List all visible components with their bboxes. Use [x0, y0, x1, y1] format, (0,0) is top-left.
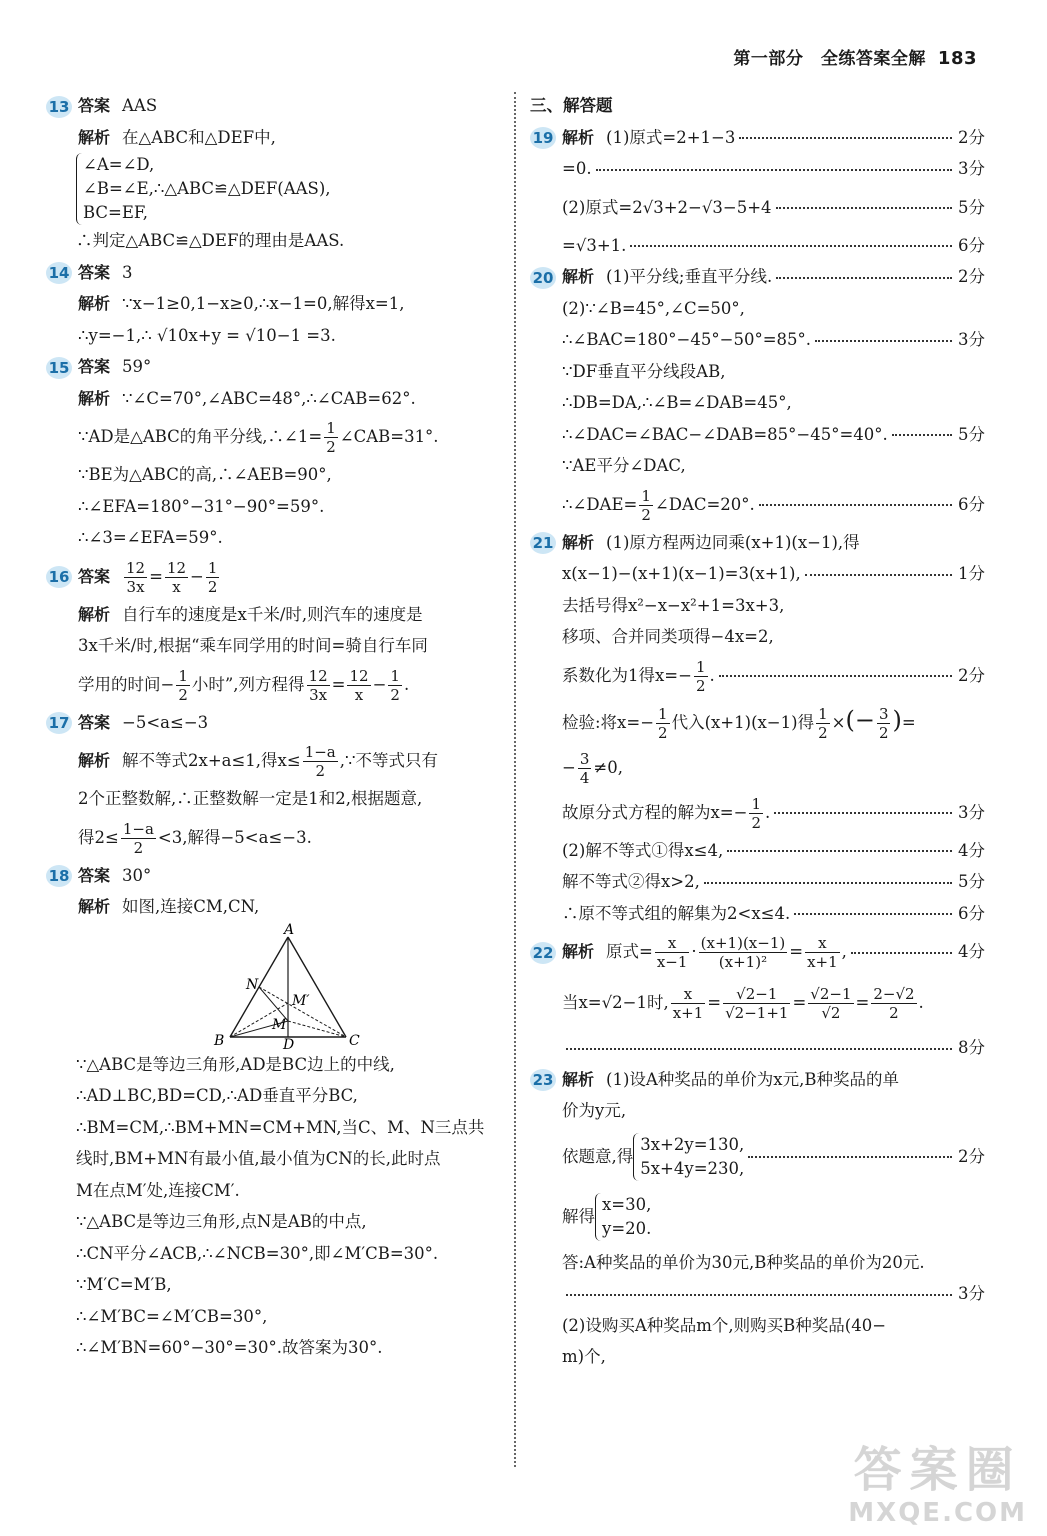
dot-leader — [739, 137, 952, 139]
fraction: $\frac{√2-1}{√2-1+1}$ — [725, 985, 789, 1022]
side-ac — [288, 937, 346, 1037]
question-number-badge: 22 — [530, 942, 556, 964]
dot-leader — [748, 1156, 952, 1158]
fraction: $\frac{x}{x+1}$ — [807, 934, 838, 971]
question-number-badge: 14 — [46, 262, 72, 284]
fraction: $\frac{1}{2}$ — [178, 666, 188, 704]
score: 4分 — [954, 835, 985, 867]
q18-answer: 18 答案 30° — [46, 860, 504, 892]
question-number-badge: 23 — [530, 1069, 556, 1091]
dot-leader — [727, 850, 952, 852]
score: 1分 — [954, 558, 985, 590]
score: 5分 — [954, 419, 985, 451]
label-a: A — [284, 922, 295, 938]
fraction: $\frac{1}{2}$ — [326, 419, 336, 456]
q23-line5: 答:A种奖品的单价为30元,B种奖品的单价为20元. — [562, 1252, 925, 1272]
q19-line2: =0. 3分 — [530, 153, 985, 185]
q15-line5: ∴∠3=∠EFA=59°. — [78, 528, 223, 547]
q14-line2: ∴y=−1,∴ √10x+y = √10−1 =3. — [78, 325, 336, 345]
q18-line7: ∵△ABC是等边三角形,点N是AB的中点, — [76, 1212, 367, 1231]
score: 2分 — [954, 122, 985, 154]
q18-line3: ∴AD⊥BC,BD=CD,∴AD垂直平分BC, — [76, 1086, 358, 1105]
fraction: $\frac{12}{x}$ — [166, 558, 187, 596]
score: 2分 — [954, 1127, 985, 1187]
q18-line10: ∴∠M′BC=∠M′CB=30°, — [76, 1306, 268, 1326]
q13-brace-system — [46, 153, 504, 225]
score: 2分 — [954, 261, 985, 293]
score: 5分 — [954, 185, 985, 230]
q20-line5: ∴DB=DA,∴∠B=∠DAB=45°, — [562, 393, 792, 412]
dot-leader — [794, 913, 952, 915]
question-number-badge: 19 — [530, 127, 556, 149]
q18-line4: ∴BM=CM,∴BM+MN=CM+MN,当C、M、N三点共 — [76, 1117, 485, 1137]
fraction: $\frac{3}{4}$ — [579, 749, 590, 787]
q21-line5: 系数化为1得x=− $\frac{1}{2}$ . 2分 — [530, 653, 985, 698]
dot-leader — [630, 245, 952, 247]
question-number-badge: 16 — [46, 566, 72, 588]
q21-line4: 移项、合并同类项得−4x=2, — [562, 627, 774, 646]
q20-line8: ∴∠DAE= $\frac{1}{2}$ ∠DAC=20°. 6分 — [530, 482, 985, 527]
question-number-badge: 13 — [46, 96, 72, 118]
q19-line1: 19 解析 (1)原式=2+1−3 2分 — [530, 122, 985, 154]
left-column — [46, 90, 504, 1364]
q21-line9: (2)解不等式①得x≤4, 4分 — [530, 835, 985, 867]
fraction: $\frac{1-a}{2}$ — [122, 819, 154, 857]
dot-leader — [759, 504, 952, 506]
q20-line6: ∴∠DAC=∠BAC−∠DAB=85°−45°=40°. 5分 — [530, 419, 985, 451]
q21-line10: 解不等式②得x>2, 5分 — [530, 866, 985, 898]
fraction: $\frac{1-a}{2}$ — [304, 743, 336, 780]
q20-line4: ∵DF垂直平分线段AB, — [562, 361, 726, 381]
q15-line3: ∵BE为△ABC的高,∴∠AEB=90°, — [78, 465, 332, 484]
fraction: $\frac{1}{2}$ — [658, 704, 668, 742]
q23-line5-score — [530, 1278, 985, 1310]
q14-analysis: 解析 ∵x−1≥0,1−x≥0,∴x−1=0,解得x=1, — [78, 294, 405, 313]
label-d: D — [283, 1036, 295, 1049]
q17-answer: 17 答案 −5<a≤−3 — [46, 707, 504, 739]
q21-line8: 故原分式方程的解为x=− $\frac{1}{2}$ . 3分 — [530, 790, 985, 835]
q21-line3: 去括号得x²−x−x²+1=3x+3, — [562, 595, 785, 615]
q22-line2: 当x=√2−1时, $\frac{x}{x+1}$ = $\frac{√2-1}{√2-1+1}$ = $\frac{√2-1}{√2}$ = $\frac{2-√2}{2}$ . — [562, 985, 924, 1022]
score: 6分 — [954, 898, 985, 930]
fraction: $\frac{1}{2}$ — [207, 558, 218, 596]
page-number: 183 — [937, 48, 977, 69]
score: 8分 — [954, 1032, 985, 1064]
q23-line6: (2)设购买A种奖品m个,则购买B种奖品(40− — [562, 1315, 887, 1335]
question-number-badge: 20 — [530, 267, 556, 289]
right-column — [530, 90, 985, 1373]
dot-leader — [566, 1048, 952, 1050]
dot-leader — [851, 952, 952, 954]
q15-analysis: 解析 ∵∠C=70°,∠ABC=48°,∴∠CAB=62°. — [78, 388, 416, 408]
fraction: $\frac{x}{x+1}$ — [672, 985, 704, 1022]
q20-line2: (2)∵∠B=45°,∠C=50°, — [562, 298, 745, 318]
q21-line6: 检验:将x=− $\frac{1}{2}$ 代入(x+1)(x−1)得 $\frac{1}{2}$ ×(− $\frac{3}{2}$ )= — [562, 704, 916, 742]
label-n: N — [246, 976, 259, 993]
dot-leader — [892, 434, 952, 436]
dot-leader — [566, 1294, 952, 1296]
q15-line2: ∵AD是△ABC的角平分线,∴∠1= $\frac{1}{2}$ ∠CAB=31°. — [78, 419, 439, 456]
q22-line1: 22 解析 原式= $\frac{x}{x-1}$ · $\frac{(x+1)(x-1)}{\text{(x+1)²}}$ = $\frac{x}{x+1}$ , 4分 — [530, 929, 985, 974]
label-m: M — [272, 1016, 287, 1033]
q18-line6: M在点M′处,连接CM′. — [76, 1180, 240, 1200]
fraction: $\frac{2-√2}{2}$ — [873, 985, 915, 1022]
dot-leader — [596, 169, 952, 171]
q19-line3: (2)原式=2√3+2−√3−5+4 5分 — [530, 185, 985, 230]
page-header — [733, 44, 977, 69]
segment-mc — [288, 1021, 346, 1037]
fraction: $\frac{1}{2}$ — [390, 666, 400, 704]
fraction: $\frac{x}{x-1}$ — [656, 934, 688, 971]
dot-leader — [774, 812, 952, 814]
brace: 3x+2y=130, 5x+4y=230, — [633, 1133, 744, 1181]
fraction: $\frac{√2-1}{√2}$ — [810, 985, 852, 1022]
q17-line2: 2个正整数解,∴正整数解一定是1和2,根据题意, — [78, 789, 423, 808]
q19-line4: =√3+1. 6分 — [530, 230, 985, 262]
score: 4分 — [954, 929, 985, 974]
q20-line3: ∴∠BAC=180°−45°−50°=85°. 3分 — [530, 324, 985, 356]
fraction: $\frac{12}{x}$ — [349, 666, 369, 704]
q13-answer: 13 答案 AAS — [46, 90, 504, 122]
q21-line11: ∴原不等式组的解集为2<x≤4. 6分 — [530, 898, 985, 930]
score: 3分 — [954, 153, 985, 185]
q18-line8: ∴CN平分∠ACB,∴∠NCB=30°,即∠M′CB=30°. — [76, 1243, 439, 1263]
dot-leader — [805, 574, 952, 576]
label-m-prime: M′ — [292, 992, 310, 1009]
q23-line4: 解得 x=30, y=20. — [530, 1187, 985, 1247]
score: 6分 — [954, 230, 985, 262]
q13-conclusion: ∴判定△ABC≌△DEF的理由是AAS. — [76, 231, 345, 250]
q23-line7: m)个, — [562, 1347, 606, 1366]
score: 6分 — [954, 482, 985, 527]
fraction: $\frac{1}{2}$ — [751, 794, 762, 832]
q16-line2: 3x千米/时,根据“乘车同学用的时间=骑自行车同 — [78, 636, 428, 655]
dot-leader — [704, 882, 952, 884]
q15-answer: 15 答案 59° — [46, 351, 504, 383]
question-number-badge: 18 — [46, 865, 72, 887]
score: 3分 — [954, 1278, 985, 1310]
q18-line5: 线时,BM+MN有最小值,最小值为CN的长,此时点 — [76, 1149, 441, 1168]
dot-leader — [776, 207, 952, 209]
question-number-badge: 21 — [530, 532, 556, 554]
section-title: 三、解答题 — [530, 96, 613, 115]
triangle-figure — [46, 923, 504, 1049]
dot-leader — [815, 340, 952, 342]
q21-line1: 21 解析 (1)原方程两边同乘(x+1)(x−1),得 — [530, 527, 985, 559]
q17-analysis: 解析 解不等式2x+a≤1,得x≤ $\frac{1-a}{2}$ ,∵不等式只有 — [78, 743, 438, 780]
q16-answer: 16 答案 $\frac{12}{3x}$ = $\frac{12}{x}$ − $\frac{1}{2}$ — [46, 554, 504, 599]
q14-answer: 14 答案 3 — [46, 257, 504, 289]
label-c: C — [349, 1032, 360, 1049]
segment-nm — [259, 987, 288, 1021]
question-number-badge: 15 — [46, 357, 72, 379]
q15-line4: ∴∠EFA=180°−31°−90°=59°. — [78, 496, 325, 516]
q21-line2: x(x−1)−(x+1)(x−1)=3(x+1), 1分 — [530, 558, 985, 590]
q18-analysis: 解析 如图,连接CM,CN, — [78, 897, 260, 916]
score: 2分 — [954, 653, 985, 698]
brace: ∠A=∠D, ∠B=∠E,∴△ABC≌△DEF(AAS), BC=EF, — [76, 153, 331, 225]
fraction: $\frac{1}{2}$ — [695, 657, 706, 695]
dot-leader — [776, 277, 952, 279]
fraction: $\frac{1}{2}$ — [641, 486, 651, 524]
dot-leader — [719, 675, 952, 677]
score: 3分 — [954, 324, 985, 356]
score: 3分 — [954, 790, 985, 835]
q20-line1: 20 解析 (1)平分线;垂直平分线. 2分 — [530, 261, 985, 293]
q21-line7: − $\frac{3}{4}$ ≠0, — [562, 749, 623, 787]
brace: x=30, y=20. — [595, 1193, 651, 1241]
q16-line3: 学用的时间− $\frac{1}{2}$ 小时”,列方程得 $\frac{12}{3x}$ = $\frac{12}{x}$ − $\frac{1}{2}$ . — [78, 666, 410, 704]
q20-line7: ∵AE平分∠DAC, — [562, 456, 686, 475]
q18-line2: ∵△ABC是等边三角形,AD是BC边上的中线, — [76, 1054, 395, 1074]
q18-line9: ∵M′C=M′B, — [76, 1275, 172, 1294]
q16-analysis: 解析 自行车的速度是x千米/时,则汽车的速度是 — [78, 604, 423, 624]
fraction: $\frac{12}{3x}$ — [126, 558, 146, 596]
q17-line3: 得2≤ $\frac{1-a}{2}$ <3,解得−5<a≤−3. — [78, 819, 312, 857]
fraction: $\frac{12}{3x}$ — [308, 666, 328, 704]
label-b: B — [214, 1032, 225, 1049]
question-number-badge: 17 — [46, 712, 72, 734]
watermark-logo: 答案圈 MXQE.COM — [848, 1442, 1027, 1528]
q23-line3: 依题意,得 3x+2y=130, 5x+4y=230, 2分 — [530, 1127, 985, 1187]
fraction: $\frac{(x+1)(x-1)}{\text{(x+1)²}}$ — [700, 934, 786, 971]
score: 5分 — [954, 866, 985, 898]
q18-line11: ∴∠M′BN=60°−30°=30°.故答案为30°. — [76, 1338, 383, 1357]
header-title: 第一部分 全练答案全解 — [733, 49, 926, 69]
column-divider — [514, 92, 516, 1467]
fraction: $\frac{3}{2}$ — [878, 704, 889, 742]
fraction: $\frac{1}{2}$ — [818, 704, 828, 742]
q23-line1: 23 解析 (1)设A种奖品的单价为x元,B种奖品的单 — [530, 1064, 985, 1096]
triangle-diagram — [206, 923, 376, 1049]
q22-score-line — [530, 1032, 985, 1064]
q13-analysis: 解析 在△ABC和△DEF中, — [78, 127, 276, 147]
q23-line2: 价为y元, — [562, 1101, 627, 1120]
